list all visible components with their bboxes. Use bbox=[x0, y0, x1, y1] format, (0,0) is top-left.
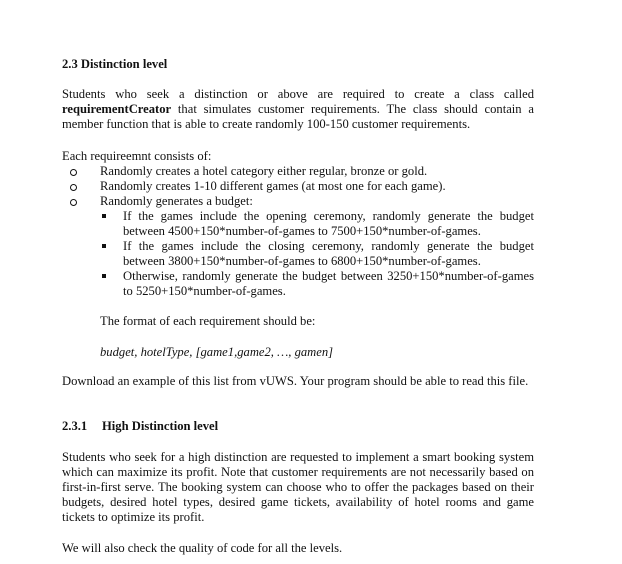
high-distinction-paragraph: Students who seek for a high distinction are requested to implement a smart booking system which can maximize its profit. Note that customer requirements are not necessarily based on first-in-first serve. The booking system can choose who to offer the packages based on their budgets, desired hotel types, desired game tickets, availability of hotel rooms and game tickets to optimize its profit. bbox=[62, 450, 534, 524]
circle-bullet-icon bbox=[70, 169, 77, 176]
list-item-text: Randomly generates a budget: bbox=[100, 194, 253, 208]
download-note: Download an example of this list from vUWS. Your program should be able to read this file. bbox=[62, 374, 529, 388]
budget-rules-list bbox=[100, 209, 534, 299]
list-item-text: If the games include the opening ceremony, randomly generate the budget between 4500+150*number-of-games to 7500+150*number-of-games. bbox=[123, 209, 534, 238]
list-item bbox=[100, 239, 534, 269]
list-item-text: If the games include the closing ceremony, randomly generate the budget between 3800+150*number-of-games to 6800+150*number-of-games. bbox=[123, 239, 534, 268]
section-2-3-1-heading bbox=[62, 419, 218, 434]
list-item bbox=[100, 209, 534, 239]
section-2-3-heading: 2.3 Distinction level bbox=[62, 57, 168, 71]
section-title: High Distinction level bbox=[102, 419, 219, 433]
circle-bullet-icon bbox=[70, 199, 77, 206]
section-number: 2.3.1 bbox=[62, 419, 88, 433]
intro-text-start: Students who seek a distinction or above are required to create a class called bbox=[62, 87, 534, 101]
circle-bullet-icon bbox=[70, 184, 77, 191]
distinction-intro-paragraph bbox=[62, 87, 534, 132]
square-bullet-icon bbox=[102, 274, 106, 278]
requirement-list bbox=[62, 164, 446, 209]
class-name-bold: requirementCreator bbox=[62, 102, 172, 116]
square-bullet-icon bbox=[102, 244, 106, 248]
list-item-text: Randomly creates 1-10 different games (at most one for each game). bbox=[100, 179, 446, 193]
format-intro: The format of each requirement should be: bbox=[100, 314, 316, 328]
format-example: budget, hotelType, [game1,game2, …, gamen] bbox=[100, 345, 334, 359]
list-item-text: Otherwise, randomly generate the budget between 3250+150*number-of-games to 5250+150*number-of-games. bbox=[123, 269, 534, 298]
closing-note: We will also check the quality of code for all the levels. bbox=[62, 541, 343, 555]
intro-text-end: that simulates customer requirements. The class should contain a member function that is able to create randomly 100-150 customer requirements. bbox=[62, 102, 534, 131]
requirement-lead: Each requireemnt consists of: bbox=[62, 149, 212, 163]
list-item bbox=[62, 164, 446, 179]
list-item bbox=[62, 179, 446, 194]
list-item bbox=[62, 194, 446, 209]
list-item-text: Randomly creates a hotel category either regular, bronze or gold. bbox=[100, 164, 428, 178]
square-bullet-icon bbox=[102, 214, 106, 218]
list-item bbox=[100, 269, 534, 299]
